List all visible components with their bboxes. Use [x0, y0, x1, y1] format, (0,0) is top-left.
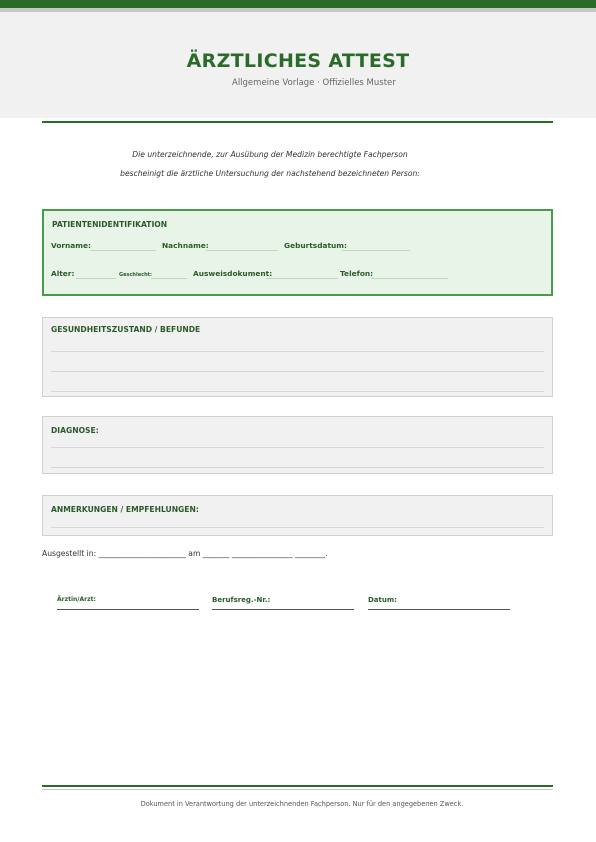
age-field[interactable] [76, 278, 116, 279]
doctor-label: Ärztin/Arzt: [57, 596, 96, 603]
phone-field[interactable] [372, 278, 448, 279]
registration-label: Berufsreg.-Nr.: [212, 596, 271, 604]
date-line[interactable] [368, 609, 510, 610]
intro-line-1: Die unterzeichnende, zur Ausübung der Medizin berechtigte Fachperson [132, 150, 408, 159]
issued-line: Ausgestellt in: _______________________ am _______ ________________ ________. [42, 549, 328, 558]
writing-line[interactable] [51, 447, 544, 448]
section-title: ANMERKUNGEN / EMPFEHLUNGEN: [51, 505, 199, 514]
remarks-section [42, 495, 553, 536]
birth-date-label: Geburtsdatum: [284, 241, 347, 250]
header-divider [42, 121, 553, 123]
health-status-section [42, 317, 553, 397]
writing-line[interactable] [51, 391, 544, 392]
section-title: PATIENTENIDENTIFIKATION [52, 220, 168, 229]
section-title: DIAGNOSE: [51, 426, 99, 435]
age-label: Alter: [51, 269, 75, 278]
diagnosis-section [42, 416, 553, 474]
phone-label: Telefon: [340, 269, 374, 278]
patient-identification-section [42, 209, 553, 296]
registration-line[interactable] [212, 609, 354, 610]
intro-line-2: bescheinigt die ärztliche Untersuchung der nachstehend bezeichneten Person: [120, 169, 420, 178]
birth-date-field[interactable] [342, 250, 410, 251]
writing-line[interactable] [51, 371, 544, 372]
date-label: Datum: [368, 596, 397, 604]
first-name-label: Vorname: [51, 241, 91, 250]
doctor-signature-line[interactable] [57, 609, 199, 610]
page-subtitle: Allgemeine Vorlage · Offizielles Muster [232, 78, 396, 88]
first-name-field[interactable] [90, 250, 156, 251]
gender-field[interactable] [151, 278, 187, 279]
last-name-field[interactable] [206, 250, 278, 251]
gender-label: Geschlecht: [119, 272, 153, 278]
writing-line[interactable] [51, 351, 544, 352]
writing-line[interactable] [51, 527, 544, 528]
page-title: ÄRZTLICHES ATTEST [186, 50, 410, 72]
id-document-label: Ausweisdokument: [193, 269, 273, 278]
footer-divider [42, 785, 553, 787]
section-title: GESUNDHEITSZUSTAND / BEFUNDE [51, 325, 201, 334]
writing-line[interactable] [51, 467, 544, 468]
footer-divider-thin [42, 789, 553, 790]
last-name-label: Nachname: [162, 241, 209, 250]
id-document-field[interactable] [266, 278, 338, 279]
top-accent-bar [0, 0, 596, 8]
footer-text: Dokument in Verantwortung der unterzeichnenden Fachperson. Nur für den angegebenen Zweck. [140, 800, 464, 808]
